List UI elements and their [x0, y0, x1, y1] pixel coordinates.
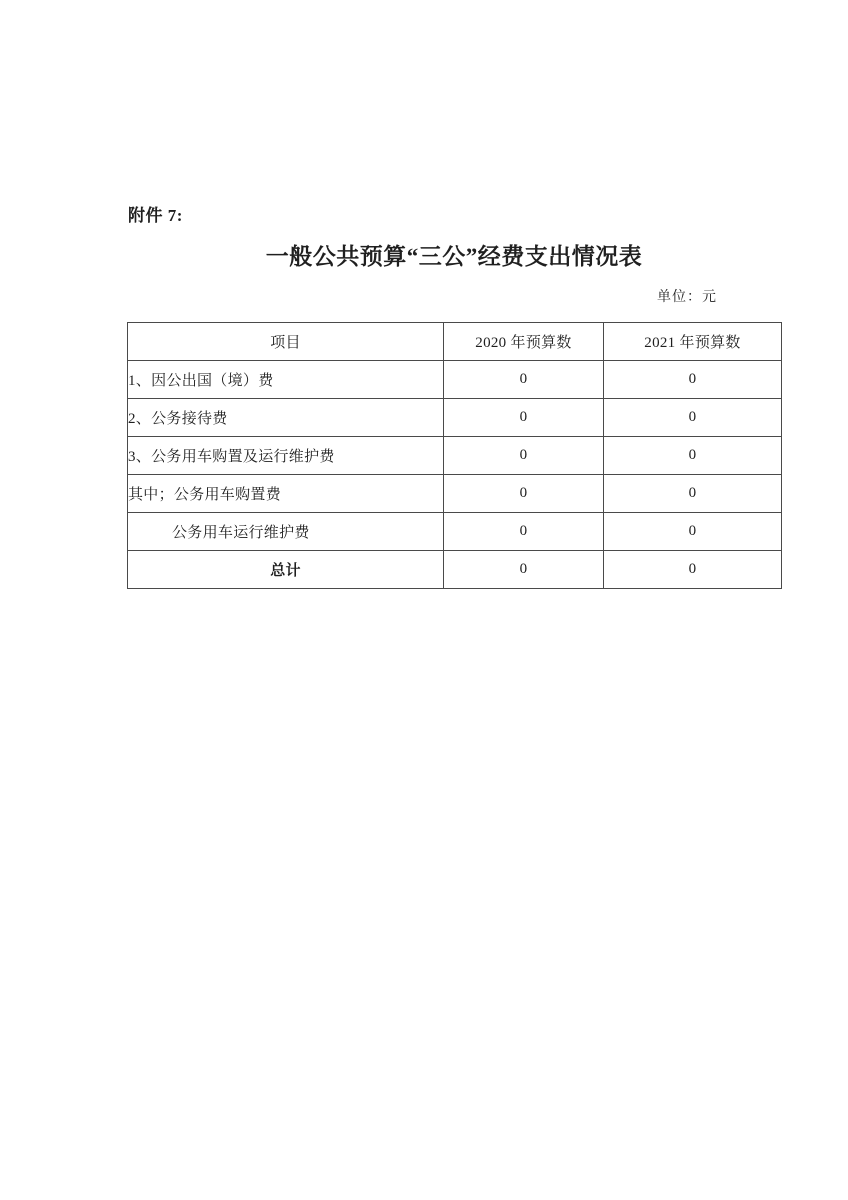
column-header-2021-budget: 2021 年预算数	[604, 323, 782, 361]
row-label: 总计	[128, 551, 444, 589]
table-header-row	[128, 323, 782, 361]
column-header-2020-budget: 2020 年预算数	[444, 323, 604, 361]
budget-2021-value: 0	[604, 361, 782, 399]
row-label: 1、因公出国（境）费	[128, 361, 444, 399]
row-label: 其中；公务用车购置费	[128, 475, 444, 513]
budget-2020-value: 0	[444, 513, 604, 551]
budget-2021-value: 0	[604, 399, 782, 437]
budget-table	[127, 322, 782, 589]
row-label: 公务用车运行维护费	[128, 513, 444, 551]
unit-note: 单位：元	[657, 290, 717, 305]
budget-2021-value: 0	[604, 475, 782, 513]
budget-2021-value: 0	[604, 513, 782, 551]
budget-2020-value: 0	[444, 361, 604, 399]
row-label: 2、公务接待费	[128, 399, 444, 437]
budget-2021-value: 0	[604, 437, 782, 475]
budget-2020-value: 0	[444, 551, 604, 589]
page-title: 一般公共预算“三公”经费支出情况表	[265, 244, 643, 269]
table-row	[128, 361, 782, 399]
column-header-item: 项目	[128, 323, 444, 361]
budget-2020-value: 0	[444, 399, 604, 437]
table-row	[128, 513, 782, 551]
table-row	[128, 437, 782, 475]
table-row-total	[128, 551, 782, 589]
table-row	[128, 475, 782, 513]
table-row	[128, 399, 782, 437]
budget-2020-value: 0	[444, 437, 604, 475]
attachment-label: 附件 7:	[128, 206, 183, 225]
budget-2020-value: 0	[444, 475, 604, 513]
row-label: 3、公务用车购置及运行维护费	[128, 437, 444, 475]
budget-2021-value: 0	[604, 551, 782, 589]
